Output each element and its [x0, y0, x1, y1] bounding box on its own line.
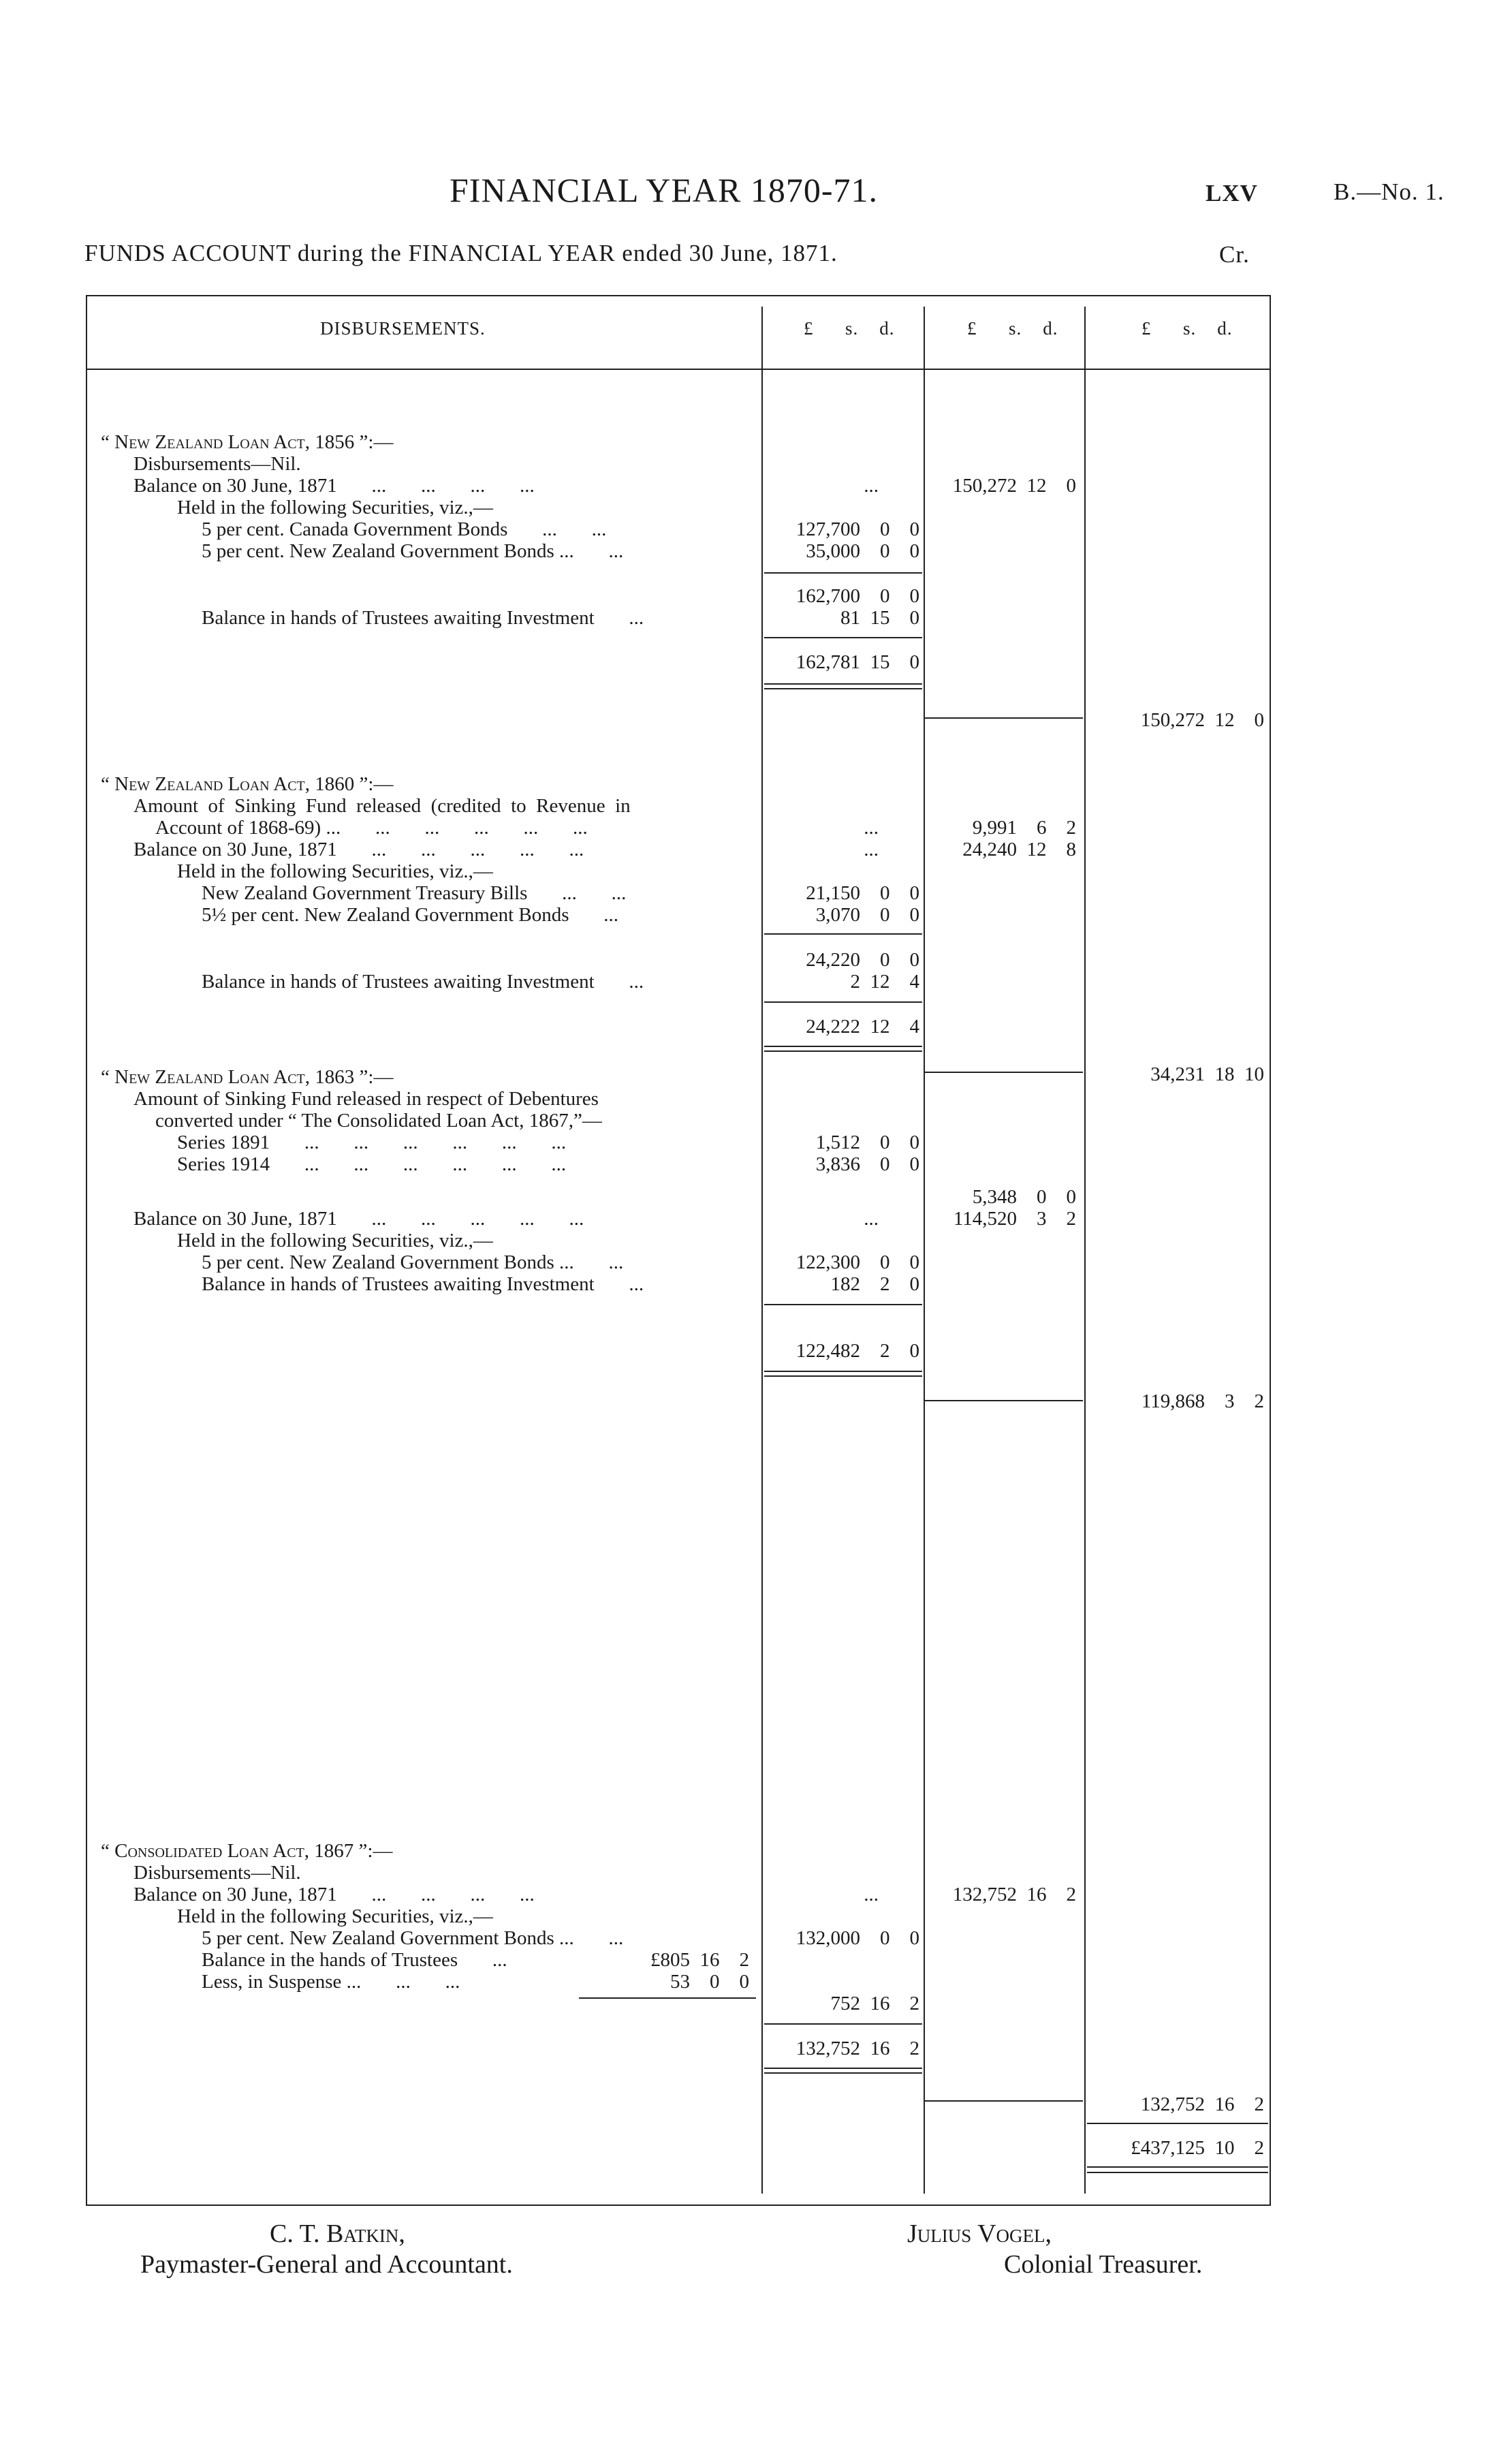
security-value: 122,300 0 0 — [796, 1251, 919, 1273]
rule — [579, 1997, 756, 1999]
double-rule-top — [1087, 2166, 1268, 2168]
security-value: 35,000 0 0 — [806, 540, 919, 562]
trustees-value: 182 2 0 — [830, 1273, 919, 1295]
double-rule-bottom — [764, 1375, 922, 1377]
rule — [925, 1400, 1083, 1401]
grand-total: £437,125 10 2 — [1131, 2137, 1264, 2159]
double-rule-top — [764, 683, 922, 685]
balance-dots: ... — [864, 1884, 879, 1905]
column-header-3: £ s. d. — [1141, 318, 1233, 339]
rule — [925, 2100, 1083, 2102]
security-label: 5 per cent. New Zealand Government Bonds ... ... — [202, 1927, 624, 1949]
rule — [1087, 2123, 1268, 2124]
rule — [925, 717, 1083, 719]
section-total: 132,752 16 2 — [796, 2038, 919, 2059]
balance-label: Balance on 30 June, 1871 ... ... ... ... ... — [133, 1208, 584, 1230]
balance-label: Balance on 30 June, 1871 ... ... ... ... ... — [133, 839, 584, 860]
document-reference: B.—No. 1. — [1334, 178, 1445, 205]
sinking-fund-line-1: Amount of Sinking Fund released (credited to Revenue in — [133, 795, 631, 817]
page-title: FINANCIAL YEAR 1870-71. — [450, 171, 878, 209]
security-label: New Zealand Government Treasury Bills ... ... — [202, 882, 627, 904]
double-rule-bottom — [764, 688, 922, 689]
double-rule-top — [764, 2068, 922, 2069]
table-left-border — [86, 295, 87, 2206]
suspense-label: Less, in Suspense ... ... ... — [202, 1971, 460, 1993]
balance-value: 150,272 12 0 — [952, 475, 1076, 497]
carried-total: 150,272 12 0 — [1140, 709, 1264, 731]
table-bottom-border — [86, 2204, 1271, 2206]
sinking-fund-line-2: Account of 1868-69) ... ... ... ... ... ... — [155, 817, 588, 839]
double-rule-top — [764, 1046, 922, 1047]
carried-total: 34,231 18 10 — [1150, 1063, 1264, 1085]
subtotal-value: 24,220 0 0 — [806, 949, 919, 971]
double-rule-top — [764, 1371, 922, 1372]
trustees-label: Balance in hands of Trustees awaiting Investment ... — [202, 971, 644, 993]
security-value: 127,700 0 0 — [796, 518, 919, 540]
trustees-label: Balance in hands of Trustees awaiting Investment ... — [202, 607, 644, 629]
trustees-value: 81 15 0 — [840, 607, 919, 629]
rule — [764, 933, 922, 935]
sinking-fund-line-1: Amount of Sinking Fund released in respect of Debentures — [133, 1088, 599, 1110]
balance-value: 24,240 12 8 — [962, 839, 1076, 860]
series-label: Series 1914 ... ... ... ... ... ... — [177, 1153, 567, 1175]
rule — [764, 637, 922, 638]
trustees-amount: £805 16 2 — [650, 1949, 749, 1971]
balance-dots: ... — [864, 839, 879, 860]
section-heading: “ New Zealand Loan Act, 1860 ”:— — [101, 773, 394, 795]
rule — [764, 572, 922, 574]
disbursements-line: Disbursements—Nil. — [133, 453, 301, 475]
section-total: 24,222 12 4 — [806, 1016, 919, 1038]
balance-value: 132,752 16 2 — [952, 1884, 1076, 1905]
subtotal-value: 162,700 0 0 — [796, 585, 919, 607]
section-heading: “ New Zealand Loan Act, 1856 ”:— — [101, 431, 394, 453]
trustees-label: Balance in hands of Trustees awaiting Investment ... — [202, 1273, 644, 1295]
security-label: 5 per cent. Canada Government Bonds ... ... — [202, 518, 607, 540]
net-balance-value: 752 16 2 — [830, 1993, 919, 2014]
column-header-disbursements: DISBURSEMENTS. — [320, 318, 486, 339]
series-value: 1,512 0 0 — [815, 1132, 919, 1153]
column-header-2: £ s. d. — [967, 318, 1058, 339]
rule — [764, 1001, 922, 1003]
column-divider-2 — [924, 307, 925, 2194]
signatory-right-title: Colonial Treasurer. — [1004, 2250, 1203, 2279]
page-number: LXV — [1206, 180, 1258, 206]
table-right-border — [1270, 295, 1271, 2206]
series-value: 3,836 0 0 — [815, 1153, 919, 1175]
suspense-amount: 53 0 0 — [670, 1971, 749, 1993]
sinking-fund-value: 9,991 6 2 — [972, 817, 1076, 839]
balance-dots: ... — [864, 1208, 879, 1230]
table-top-border — [86, 295, 1271, 296]
trustees-value: 2 12 4 — [850, 971, 919, 993]
security-label: 5 per cent. New Zealand Government Bonds ... ... — [202, 1251, 624, 1273]
security-value: 21,150 0 0 — [806, 882, 919, 904]
security-value: 3,070 0 0 — [815, 904, 919, 926]
trustees-label: Balance in the hands of Trustees ... — [202, 1949, 507, 1971]
sinking-fund-line-2: converted under “ The Consolidated Loan Act, 1867,”— — [155, 1110, 602, 1132]
balance-value: 114,520 3 2 — [953, 1208, 1076, 1230]
signatory-right-name: Julius Vogel, — [907, 2219, 1052, 2248]
section-total: 122,482 2 0 — [796, 1340, 919, 1362]
balance-label: Balance on 30 June, 1871 ... ... ... ... — [133, 1884, 535, 1905]
section-heading: “ New Zealand Loan Act, 1863 ”:— — [101, 1066, 394, 1088]
signatory-left-title: Paymaster-General and Accountant. — [140, 2250, 513, 2279]
rule — [764, 1304, 922, 1305]
signatory-left-name: C. T. Batkin, — [270, 2219, 405, 2248]
security-value: 132,000 0 0 — [796, 1927, 919, 1949]
rule — [764, 2023, 922, 2025]
securities-heading: Held in the following Securities, viz.,— — [177, 860, 493, 882]
rule — [925, 1072, 1083, 1073]
header-bottom-border — [86, 369, 1271, 370]
dots: ... — [864, 817, 879, 839]
column-header-1: £ s. d. — [804, 318, 895, 339]
series-label: Series 1891 ... ... ... ... ... ... — [177, 1132, 567, 1153]
securities-heading: Held in the following Securities, viz.,— — [177, 1905, 493, 1927]
section-total: 162,781 15 0 — [796, 651, 919, 673]
section-heading: “ Consolidated Loan Act, 1867 ”:— — [101, 1840, 393, 1862]
double-rule-bottom — [764, 2072, 922, 2074]
carried-total: 132,752 16 2 — [1140, 2093, 1264, 2115]
securities-heading: Held in the following Securities, viz.,— — [177, 1230, 493, 1251]
credit-side-label: Cr. — [1219, 241, 1250, 268]
double-rule-bottom — [1087, 2172, 1268, 2173]
carried-total: 119,868 3 2 — [1141, 1390, 1264, 1412]
balance-dots: ... — [864, 475, 879, 497]
balance-label: Balance on 30 June, 1871 ... ... ... ... — [133, 475, 535, 497]
security-label: 5½ per cent. New Zealand Government Bonds ... — [202, 904, 619, 926]
disbursements-line: Disbursements—Nil. — [133, 1862, 301, 1884]
account-subtitle: FUNDS ACCOUNT during the FINANCIAL YEAR ended 30 June, 1871. — [84, 240, 838, 266]
series-total: 5,348 0 0 — [972, 1186, 1076, 1208]
securities-heading: Held in the following Securities, viz.,— — [177, 497, 493, 518]
column-divider-3 — [1084, 307, 1086, 2194]
double-rule-bottom — [764, 1050, 922, 1052]
security-label: 5 per cent. New Zealand Government Bonds ... ... — [202, 540, 624, 562]
